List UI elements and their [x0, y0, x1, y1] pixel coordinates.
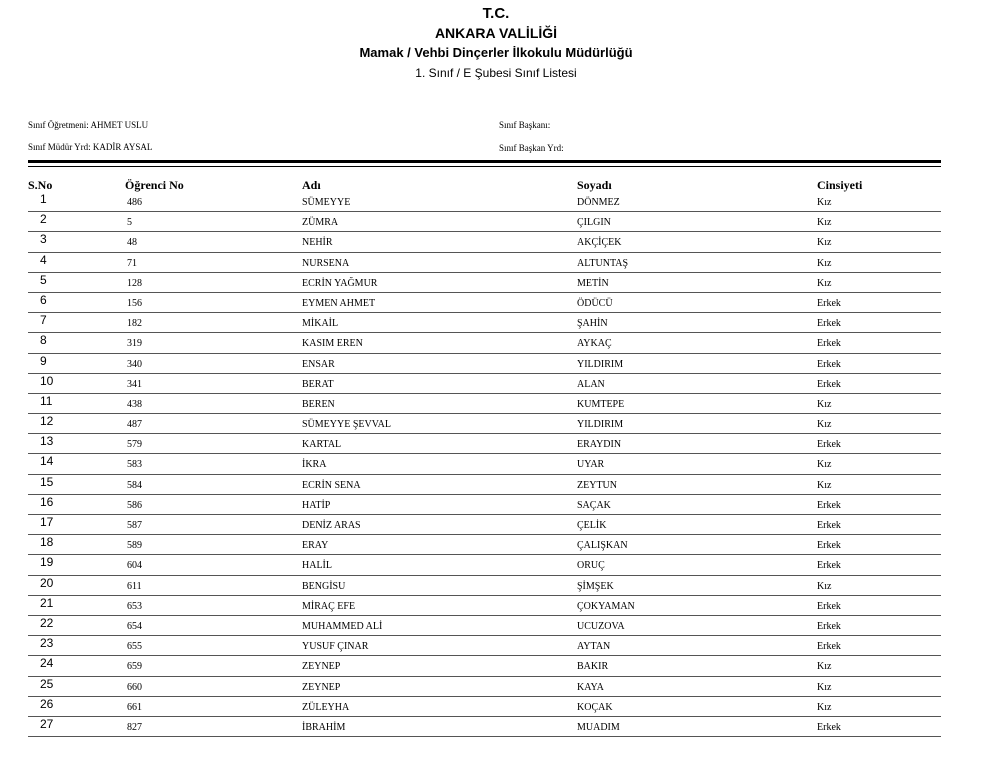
student-number: 659 — [127, 661, 142, 673]
student-surname: ZEYTUN — [577, 479, 617, 491]
student-name: ECRİN YAĞMUR — [302, 277, 378, 289]
student-number: 661 — [127, 701, 142, 713]
document-header-tc: T.C. — [482, 5, 510, 22]
row-number: 24 — [40, 656, 54, 671]
row-number: 11 — [40, 393, 53, 408]
row-number: 6 — [40, 292, 47, 307]
student-gender: Kız — [817, 661, 832, 673]
student-surname: ÖDÜCÜ — [577, 297, 613, 309]
table-row — [28, 636, 941, 656]
student-gender: Kız — [817, 479, 832, 491]
student-name: ENSAR — [302, 358, 335, 370]
row-number: 20 — [40, 575, 54, 590]
student-name: ZÜLEYHA — [302, 701, 350, 713]
student-gender: Kız — [817, 257, 832, 269]
column-header-gender: Cinsiyeti — [817, 178, 863, 192]
student-surname: YILDIRIM — [577, 419, 624, 431]
student-number: 653 — [127, 600, 142, 612]
student-surname: KOÇAK — [577, 701, 613, 713]
student-name: ERAY — [302, 540, 329, 552]
column-header-student-no: Öğrenci No — [125, 178, 184, 192]
student-surname: BAKIR — [577, 661, 609, 673]
student-name: MİKAİL — [302, 318, 339, 330]
student-name: SÜMEYYE ŞEVVAL — [302, 419, 391, 431]
student-number: 654 — [127, 620, 142, 632]
row-number: 3 — [40, 232, 47, 247]
row-number: 2 — [40, 212, 47, 227]
student-gender: Erkek — [817, 439, 841, 451]
student-number: 182 — [127, 318, 142, 330]
row-number: 9 — [40, 353, 47, 368]
document-header-governorship: ANKARA VALİLİĞİ — [434, 25, 558, 41]
table-row — [28, 555, 941, 575]
student-number: 655 — [127, 641, 142, 653]
student-number: 487 — [127, 419, 142, 431]
student-gender: Erkek — [817, 520, 841, 531]
student-number: 604 — [127, 560, 142, 572]
student-gender: Erkek — [817, 378, 841, 390]
student-number: 486 — [127, 197, 142, 208]
row-number: 15 — [40, 474, 54, 489]
student-name: ECRİN SENA — [302, 479, 361, 491]
student-number: 589 — [127, 540, 142, 552]
student-gender: Erkek — [817, 560, 841, 572]
student-surname: ÇELİK — [577, 520, 607, 531]
student-surname: MUADIM — [577, 721, 620, 733]
student-number: 586 — [127, 499, 142, 511]
document-header-school: Mamak / Vehbi Dinçerler İlkokulu Müdürlüğü — [359, 45, 633, 60]
student-surname: ŞİMŞEK — [577, 580, 614, 592]
student-number: 128 — [127, 277, 142, 289]
row-number: 25 — [40, 676, 54, 691]
student-surname: KUMTEPE — [577, 398, 625, 410]
student-name: HALİL — [302, 560, 332, 572]
header-divider-thick — [28, 160, 941, 163]
student-gender: Erkek — [817, 318, 841, 330]
table-row — [28, 454, 941, 474]
student-name: KARTAL — [302, 439, 342, 451]
student-gender: Kız — [817, 197, 832, 208]
student-gender: Kız — [817, 701, 832, 713]
student-surname: ÇILGIN — [577, 217, 611, 229]
row-number: 5 — [40, 272, 47, 287]
student-surname: AYKAÇ — [577, 338, 612, 350]
student-gender: Erkek — [817, 620, 841, 632]
column-header-name: Adı — [302, 178, 321, 192]
student-number: 156 — [127, 297, 142, 309]
table-row — [28, 515, 941, 535]
row-number: 12 — [40, 414, 54, 429]
student-number: 340 — [127, 358, 142, 370]
table-row — [28, 475, 941, 495]
table-row — [28, 394, 941, 414]
row-number: 17 — [40, 515, 54, 529]
student-surname: AKÇİÇEK — [577, 237, 622, 249]
class-vice-president: Sınıf Başkan Yrd: — [499, 143, 564, 153]
student-surname: ORUÇ — [577, 560, 605, 572]
student-gender: Kız — [817, 580, 832, 592]
table-row — [28, 596, 941, 616]
student-name: İBRAHİM — [302, 721, 346, 733]
student-name: ZÜMRA — [302, 217, 339, 229]
student-surname: ALAN — [577, 378, 605, 390]
table-row — [28, 273, 941, 293]
student-gender: Kız — [817, 237, 832, 249]
student-surname: ŞAHİN — [577, 318, 608, 330]
row-number: 21 — [40, 595, 54, 610]
document-title: 1. Sınıf / E Şubesi Sınıf Listesi — [415, 66, 577, 80]
student-gender: Erkek — [817, 338, 841, 350]
student-gender: Erkek — [817, 297, 841, 309]
student-number: 71 — [127, 257, 137, 269]
header-divider-thin — [28, 166, 941, 167]
student-gender: Erkek — [817, 600, 841, 612]
student-name: HATİP — [302, 499, 331, 511]
student-surname: ERAYDIN — [577, 439, 622, 451]
student-gender: Kız — [817, 459, 832, 471]
table-row — [28, 232, 941, 252]
student-name: KASIM EREN — [302, 338, 363, 350]
row-number: 19 — [40, 555, 54, 570]
student-gender: Kız — [817, 277, 832, 289]
student-name: İKRA — [302, 459, 327, 471]
row-number: 4 — [40, 252, 47, 267]
student-surname: YILDIRIM — [577, 358, 624, 370]
row-number: 10 — [40, 373, 54, 388]
student-name: MİRAÇ EFE — [302, 600, 356, 612]
table-row — [28, 414, 941, 434]
student-surname: DÖNMEZ — [577, 197, 620, 208]
student-name: EYMEN AHMET — [302, 297, 376, 309]
table-row — [28, 717, 941, 737]
student-gender: Erkek — [817, 540, 841, 552]
table-row — [28, 697, 941, 717]
student-gender: Erkek — [817, 499, 841, 511]
student-number: 611 — [127, 580, 142, 592]
table-row — [28, 576, 941, 596]
student-surname: SAÇAK — [577, 499, 611, 511]
student-gender: Kız — [817, 217, 832, 229]
student-name: BENGİSU — [302, 580, 346, 592]
student-gender: Kız — [817, 398, 832, 410]
table-row — [28, 374, 941, 394]
column-header-surname: Soyadı — [577, 178, 612, 192]
row-number: 26 — [40, 696, 54, 711]
table-row — [28, 656, 941, 676]
student-name: SÜMEYYE — [302, 197, 351, 208]
row-number: 23 — [40, 636, 54, 651]
row-number: 16 — [40, 494, 54, 509]
row-number: 7 — [40, 313, 47, 328]
student-number: 583 — [127, 459, 142, 471]
student-surname: METİN — [577, 277, 609, 289]
student-surname: UCUZOVA — [577, 620, 625, 632]
student-number: 827 — [127, 721, 142, 733]
student-number: 5 — [127, 217, 132, 229]
class-teacher: Sınıf Öğretmeni: AHMET USLU — [28, 120, 149, 130]
student-gender: Kız — [817, 681, 832, 693]
table-row — [28, 192, 941, 212]
table-row — [28, 313, 941, 333]
student-name: MUHAMMED ALİ — [302, 620, 383, 632]
student-table — [28, 192, 941, 737]
student-surname: UYAR — [577, 459, 605, 471]
student-number: 660 — [127, 681, 142, 693]
student-number: 587 — [127, 520, 142, 531]
student-number: 48 — [127, 237, 137, 249]
student-surname: ÇALIŞKAN — [577, 540, 628, 552]
row-number: 22 — [40, 615, 54, 630]
student-surname: ÇOKYAMAN — [577, 600, 635, 612]
table-row — [28, 333, 941, 353]
student-number: 319 — [127, 338, 142, 350]
student-number: 341 — [127, 378, 142, 390]
table-row — [28, 535, 941, 555]
table-row — [28, 293, 941, 313]
student-name: ZEYNEP — [302, 681, 341, 693]
table-row — [28, 212, 941, 232]
student-surname: KAYA — [577, 681, 604, 693]
row-number: 18 — [40, 535, 54, 550]
student-name: YUSUF ÇINAR — [302, 641, 369, 653]
column-header-sno: S.No — [28, 178, 53, 192]
student-gender: Kız — [817, 419, 832, 431]
student-surname: AYTAN — [577, 641, 611, 653]
student-name: DENİZ ARAS — [302, 520, 361, 531]
table-row — [28, 253, 941, 273]
row-number: 27 — [40, 716, 54, 731]
row-number: 8 — [40, 333, 47, 348]
table-row — [28, 495, 941, 515]
student-number: 438 — [127, 398, 142, 410]
row-number: 13 — [40, 434, 54, 449]
student-gender: Erkek — [817, 358, 841, 370]
table-row — [28, 354, 941, 374]
student-gender: Erkek — [817, 641, 841, 653]
table-row — [28, 616, 941, 636]
student-number: 584 — [127, 479, 142, 491]
student-surname: ALTUNTAŞ — [577, 257, 629, 269]
table-row — [28, 677, 941, 697]
student-name: BERAT — [302, 378, 334, 390]
student-name: BEREN — [302, 398, 335, 410]
row-number: 1 — [40, 192, 47, 206]
student-name: NEHİR — [302, 237, 333, 249]
table-row — [28, 434, 941, 454]
student-gender: Erkek — [817, 721, 841, 733]
deputy-principal: Sınıf Müdür Yrd: KADİR AYSAL — [28, 142, 153, 152]
row-number: 14 — [40, 454, 54, 469]
student-name: ZEYNEP — [302, 661, 341, 673]
student-number: 579 — [127, 439, 142, 451]
class-president: Sınıf Başkanı: — [499, 120, 551, 130]
student-name: NURSENA — [302, 257, 350, 269]
